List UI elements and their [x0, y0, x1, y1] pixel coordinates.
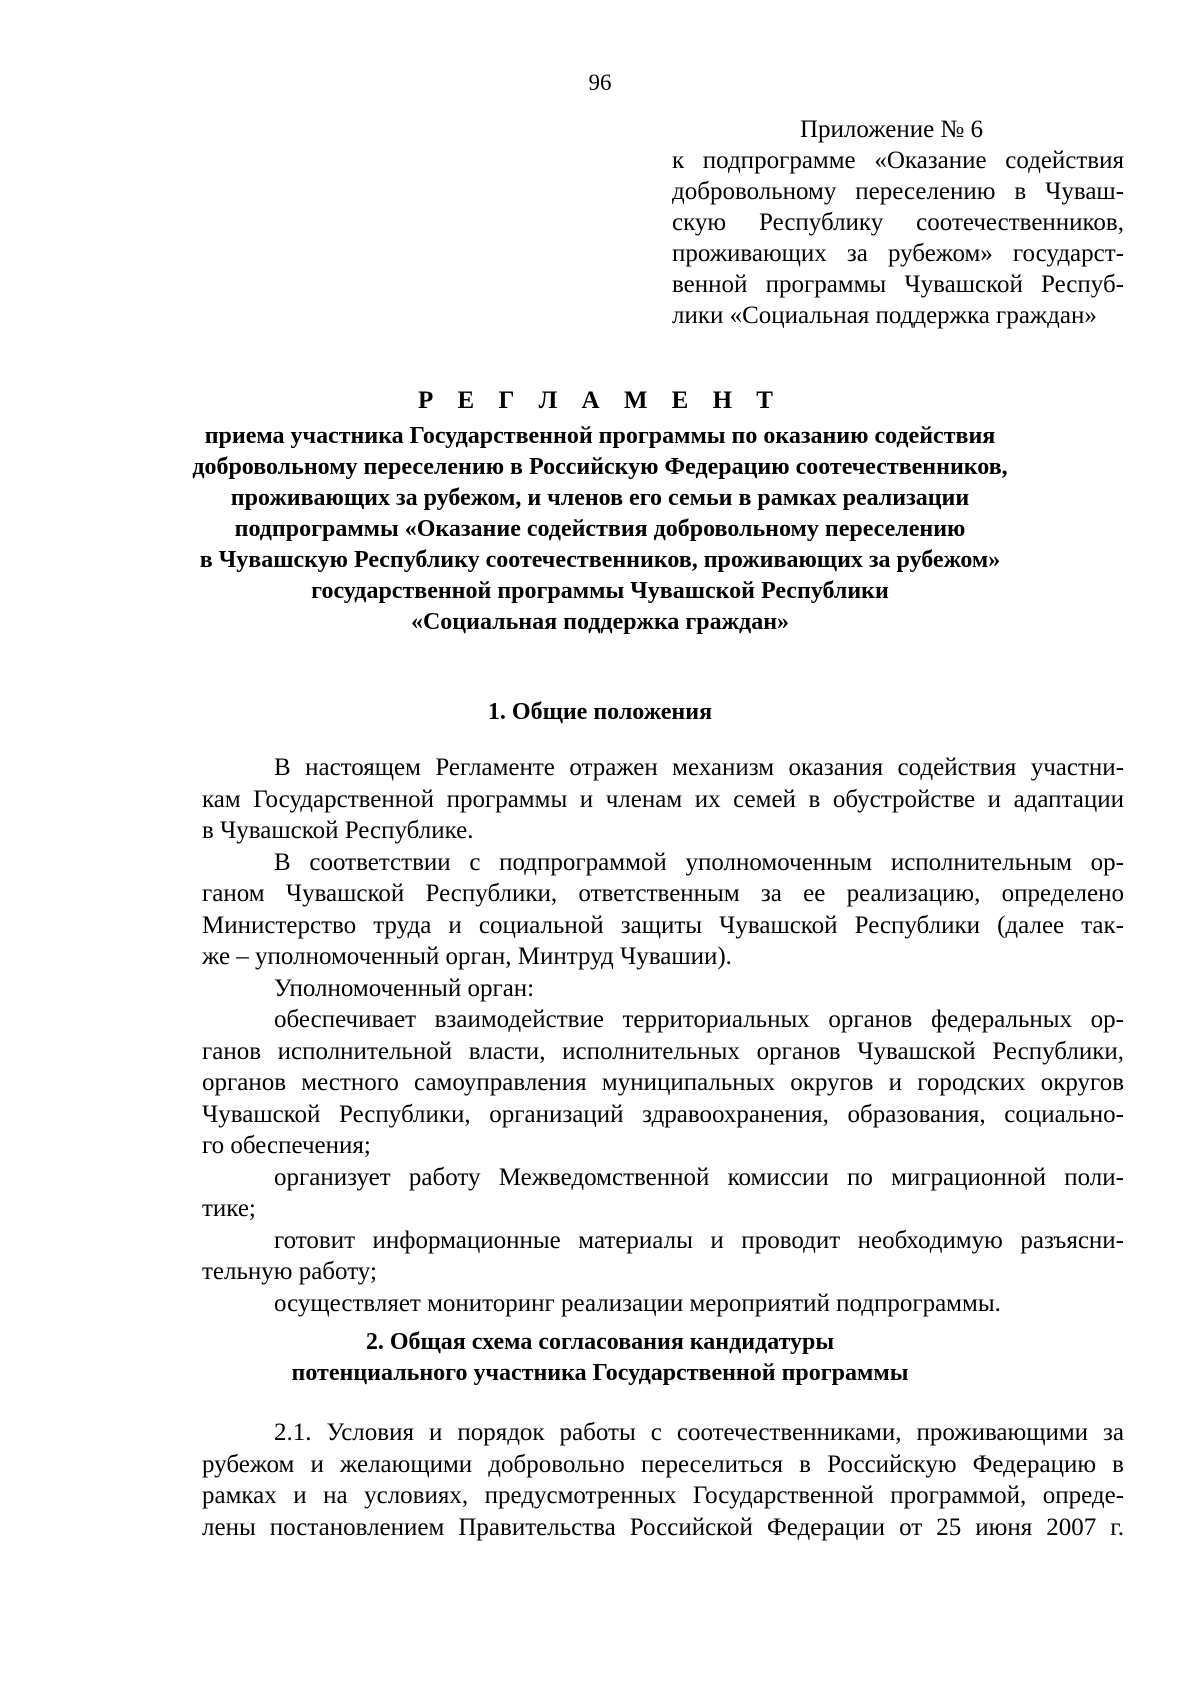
paragraph-line: органов местного самоуправления муниципальных округов и городских округов	[202, 1069, 1124, 1096]
paragraph-line: готовит информационные материалы и проводит необходимую разъясни-	[274, 1226, 1124, 1254]
paragraph-line: ганов исполнительной власти, исполнительных органов Чувашской Республики,	[202, 1037, 1124, 1065]
paragraph-line: тельную работу;	[202, 1258, 377, 1285]
paragraph-line: В соответствии с подпрограммой уполномоченным исполнительным ор-	[274, 848, 1124, 876]
appendix-line: проживающих за рубежом» государст-	[672, 240, 1124, 267]
subtitle-line: государственной программы Чувашской Республики	[311, 578, 889, 604]
paragraph-line: кам Государственной программы и членам их семей в обустройстве и адаптации	[202, 785, 1124, 813]
subtitle-line: в Чувашскую Республику соотечественников, проживающих за рубежом»	[199, 547, 1001, 573]
section-heading-line: потенциального участника Государственной программы	[291, 1360, 909, 1386]
appendix-line: венной программы Чувашской Респуб-	[672, 271, 1124, 298]
page-number: 96	[588, 70, 612, 95]
paragraph-line: Чувашской Республики, организаций здравоохранения, образования, социально-	[202, 1100, 1124, 1128]
paragraph-line: В настоящем Регламенте отражен механизм оказания содействия участни-	[274, 754, 1124, 781]
subtitle-line: «Социальная поддержка граждан»	[410, 609, 790, 635]
appendix-line: лики «Социальная поддержка граждан»	[672, 302, 1097, 329]
section-heading-line: 2. Общая схема согласования кандидатуры	[365, 1329, 835, 1355]
paragraph-line: организует работу Межведомственной комиссии по миграционной поли-	[274, 1163, 1124, 1191]
document-subtitle	[100, 421, 1100, 638]
paragraph-line: го обеспечения;	[202, 1132, 371, 1159]
paragraph-line: Министерство труда и социальной защиты Чувашской Республики (далее так-	[202, 911, 1124, 939]
section2-body	[202, 1417, 1124, 1543]
paragraph-line: рубежом и желающими добровольно переселиться в Российскую Федерацию в	[202, 1450, 1124, 1478]
paragraph-line: в Чувашской Республике.	[202, 817, 474, 844]
paragraph-line: обеспечивает взаимодействие территориальных органов федеральных ор-	[274, 1006, 1124, 1033]
subtitle-line: приема участника Государственной программы по оказанию содействия	[204, 423, 996, 449]
paragraph-line: осуществляет мониторинг реализации мероприятий подпрограммы.	[274, 1289, 1001, 1317]
section1-body	[202, 752, 1124, 1319]
appendix-body	[672, 145, 1124, 331]
paragraph-line: лены постановлением Правительства Российской Федерации от 25 июня 2007 г.	[202, 1513, 1124, 1541]
appendix-line: скую Республику соотечественников,	[672, 209, 1124, 236]
paragraph-line: 2.1. Условия и порядок работы с соотечественниками, проживающими за	[274, 1419, 1124, 1446]
paragraph-line: Уполномоченный орган:	[274, 974, 535, 1002]
section-heading-line: 1. Общие положения	[487, 699, 713, 725]
section2-heading	[100, 1327, 1100, 1389]
paragraph-line: ганом Чувашской Республики, ответственным за ее реализацию, определено	[202, 880, 1124, 907]
paragraph-line: же – уполномоченный орган, Минтруд Чувашии).	[202, 943, 732, 970]
appendix-line: добровольному переселению в Чуваш-	[672, 178, 1124, 205]
document-title: Р Е Г Л А М Е Н Т	[418, 387, 782, 414]
paragraph-line: рамках и на условиях, предусмотренных Государственной программой, опреде-	[202, 1482, 1124, 1509]
paragraph-line: тике;	[202, 1195, 256, 1222]
appendix-line: к подпрограмме «Оказание содействия	[672, 147, 1124, 174]
subtitle-line: добровольному переселению в Российскую Федерацию соотечественников,	[192, 454, 1008, 480]
subtitle-line: проживающих за рубежом, и членов его семьи в рамках реализации	[230, 485, 970, 511]
appendix-note	[672, 114, 1124, 331]
subtitle-line: подпрограммы «Оказание содействия добровольному переселению	[234, 516, 966, 542]
section1-heading	[100, 697, 1100, 728]
appendix-title: Приложение № 6	[800, 116, 984, 143]
